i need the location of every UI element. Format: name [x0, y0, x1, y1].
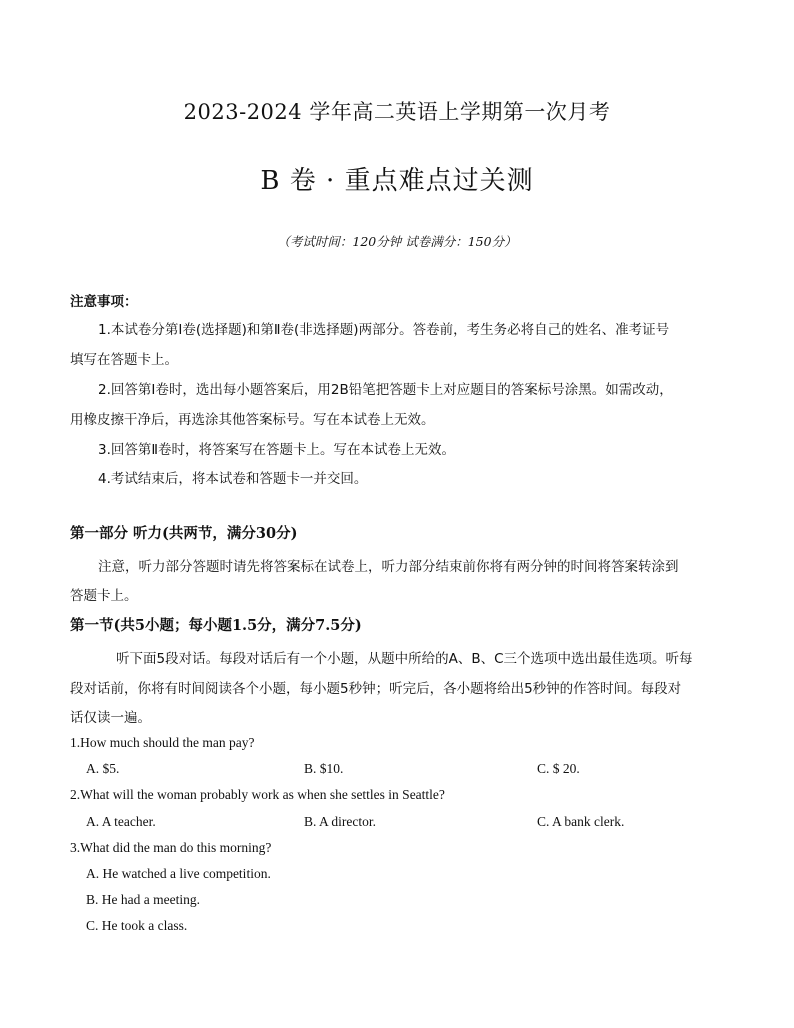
section1-instructions: 听下面5段对话。每段对话后有一个小题，从题中所给的A、B、C三个选项中选出最佳选项。听每: [116, 651, 693, 667]
question-1-stem: 1.How much should the man pay?: [70, 735, 255, 750]
exam-info: （考试时间：120分钟 试卷满分：150分）: [277, 234, 517, 249]
notice-item-1-cont: 填写在答题卡上。: [70, 352, 178, 368]
part1-note: 注意，听力部分答题时请先将答案标在试卷上，听力部分结束前你将有两分钟的时间将答案转涂到: [98, 559, 679, 575]
question-2-option-a: A. A teacher.: [86, 814, 156, 829]
notice-item-3: 3.回答第Ⅱ卷时，将答案写在答题卡上。写在本试卷上无效。: [98, 442, 456, 458]
notice-item-4: 4.考试结束后，将本试卷和答题卡一并交回。: [98, 471, 368, 487]
notice-item-1: 1.本试卷分第Ⅰ卷(选择题)和第Ⅱ卷(非选择题)两部分。答卷前，考生务必将自己的姓名、准考证号: [98, 322, 670, 338]
question-3-option-b: B. He had a meeting.: [86, 892, 200, 907]
question-1-option-c: C. $ 20.: [537, 761, 580, 776]
section1-instructions-cont2: 话仅读一遍。: [70, 710, 151, 726]
question-1-option-b: B. $10.: [304, 761, 344, 776]
notice-heading: 注意事项：: [70, 294, 138, 310]
question-2-option-c: C. A bank clerk.: [537, 814, 625, 829]
part1-heading: 第一部分 听力(共两节，满分30分): [70, 525, 298, 542]
page-title: 2023-2024 学年高二英语上学期第一次月考: [183, 100, 611, 124]
question-2-option-b: B. A director.: [304, 814, 376, 829]
page-subtitle: B 卷 · 重点难点过关测: [260, 166, 534, 196]
section1-heading: 第一节(共5小题；每小题1.5分，满分7.5分): [70, 617, 362, 634]
question-3-option-a: A. He watched a live competition.: [86, 866, 271, 881]
question-2-stem: 2.What will the woman probably work as when she settles in Seattle?: [70, 787, 445, 802]
question-1-option-a: A. $5.: [86, 761, 120, 776]
section1-instructions-cont: 段对话前，你将有时间阅读各个小题，每小题5秒钟；听完后，各小题将给出5秒钟的作答时间。每段对: [70, 681, 682, 697]
question-3-stem: 3.What did the man do this morning?: [70, 840, 272, 855]
notice-item-2: 2.回答第Ⅰ卷时，选出每小题答案后，用2B铅笔把答题卡上对应题目的答案标号涂黑。如需改动，: [98, 382, 673, 398]
part1-note-cont: 答题卡上。: [70, 588, 138, 604]
question-3-option-c: C. He took a class.: [86, 918, 188, 933]
notice-item-2-cont: 用橡皮擦干净后，再选涂其他答案标号。写在本试卷上无效。: [70, 412, 435, 428]
